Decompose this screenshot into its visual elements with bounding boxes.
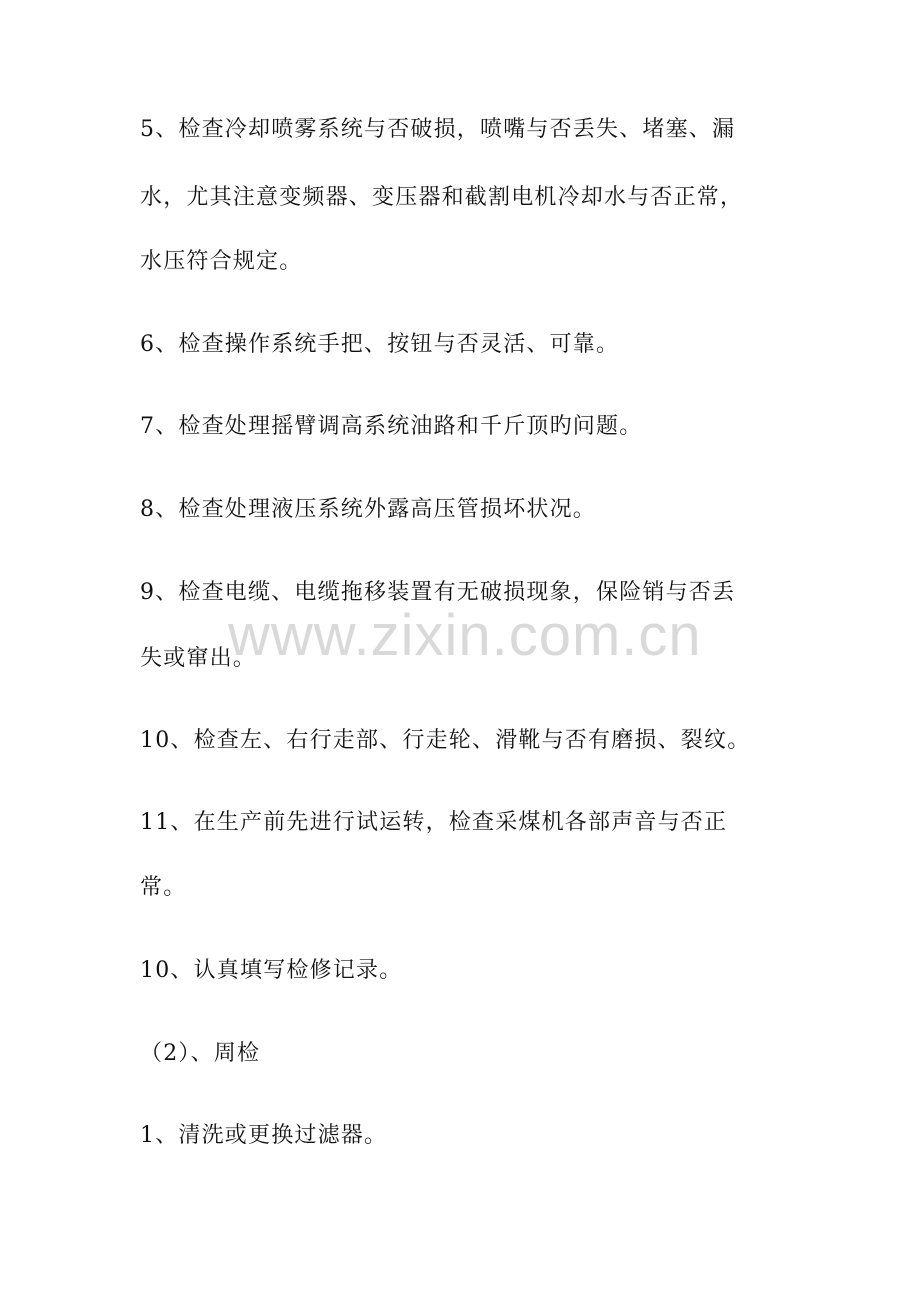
paragraph-10: 10、检查左、右行走部、行走轮、滑靴与否有磨损、裂纹。	[140, 728, 751, 753]
paragraph-9-line-1: 9、检查电缆、电缆拖移装置有无破损现象，保险销与否丢	[140, 580, 736, 605]
paragraph-10-record: 10、认真填写检修记录。	[140, 958, 403, 983]
paragraph-5-line-3: 水压符合规定。	[140, 249, 303, 274]
watermark: www.zixin.com.cn	[228, 603, 702, 668]
paragraph-6: 6、检查操作系统手把、按钮与否灵活、可靠。	[140, 332, 620, 357]
paragraph-9-line-2: 失或窜出。	[140, 646, 257, 671]
paragraph-5-line-1: 5、检查冷却喷雾系统与否破损，喷嘴与否丢失、堵塞、漏	[140, 117, 736, 142]
weekly-item-1: 1、清洗或更换过滤器。	[140, 1123, 388, 1148]
paragraph-8: 8、检查处理液压系统外露高压管损坏状况。	[140, 497, 596, 522]
paragraph-7: 7、检查处理摇臂调高系统油路和千斤顶旳问题。	[140, 414, 643, 439]
paragraph-11-line-1: 11、在生产前先进行试运转，检查采煤机各部声音与否正	[140, 810, 728, 835]
section-heading-weekly: （2）、周检	[140, 1041, 261, 1066]
paragraph-11-line-2: 常。	[140, 875, 187, 900]
paragraph-5-line-2: 水，尤其注意变频器、变压器和截割电机冷却水与否正常，	[140, 185, 744, 210]
